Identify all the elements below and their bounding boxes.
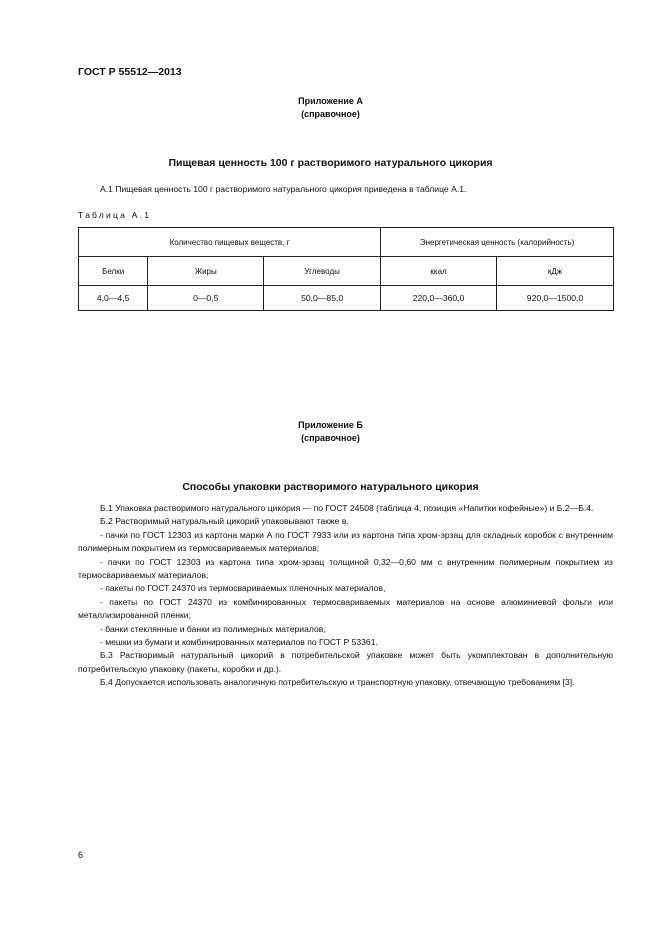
cell-protein: 4,0—4,5 bbox=[79, 286, 148, 311]
paragraph: Б.1 Упаковка растворимого натурального цикория — по ГОСТ 24508 (таблица 4, позиция «Напитки кофейные») и Б.2—Б.4. bbox=[100, 503, 594, 513]
paragraph: Б.2 Растворимый натуральный цикорий упаковывают также в. bbox=[100, 516, 349, 527]
nutrition-table bbox=[78, 227, 614, 311]
appendix-b-label: Приложение Б bbox=[298, 420, 363, 430]
table-group-header-row bbox=[79, 228, 614, 257]
col-kcal: ккал bbox=[381, 257, 497, 286]
appendix-b-body bbox=[78, 502, 613, 690]
cell-kcal: 220,0—360,0 bbox=[381, 286, 497, 311]
intro-paragraph: А.1 Пищевая ценность 100 г растворимого натурального цикория приведена в таблице А.1. bbox=[100, 184, 467, 194]
cell-fat: 0—0,5 bbox=[148, 286, 264, 311]
list-item: - пачки по ГОСТ 12303 из картона марки А по ГОСТ 7933 или из картона типа хром-эрзац для складных коробок с внутренним полимерным покрытием из термосвариваемых материалов; bbox=[78, 529, 613, 554]
col-fat: Жиры bbox=[148, 257, 264, 286]
table-row bbox=[79, 286, 614, 311]
list-item: - пакеты по ГОСТ 24370 из комбинированных термосвариваемых материалов на основе алюминиевой фольги или металлизированной пленки; bbox=[78, 596, 613, 621]
appendix-a-intro bbox=[78, 183, 613, 196]
col-carbs: Углеводы bbox=[264, 257, 381, 286]
list-item: - пакеты по ГОСТ 24370 из термосвариваемых пленочных материалов, bbox=[100, 583, 386, 594]
appendix-b-note: (справочное) bbox=[301, 433, 360, 443]
header-energy: Энергетическая ценность (калорийность) bbox=[381, 228, 614, 257]
page-number: 6 bbox=[78, 850, 84, 860]
paragraph: Б.3 Растворимый натуральный цикорий в потребительской упаковке может быть укомплектован в дополнительную потребительскую упаковку (пакеты, коробки и др.). bbox=[78, 650, 613, 674]
cell-kj: 920,0—1500,0 bbox=[496, 286, 613, 311]
list-item: - банки стеклянные и банки из полимерных материалов, bbox=[100, 623, 326, 634]
list-item: - мешки из бумаги и комбинированных материалов по ГОСТ Р 53361. bbox=[100, 637, 378, 648]
table-column-header-row bbox=[79, 257, 614, 286]
appendix-a-note: (справочное) bbox=[301, 109, 360, 119]
appendix-b-title: Способы упаковки растворимого натурального цикория bbox=[182, 481, 479, 493]
appendix-a-label: Приложение А bbox=[298, 96, 363, 106]
cell-carbs: 50,0—85,0 bbox=[264, 286, 381, 311]
col-kj: кДж bbox=[496, 257, 613, 286]
paragraph: Б.4 Допускается использовать аналогичную потребительскую и транспортную упаковку, отвечающую требованиям [3]. bbox=[100, 677, 575, 688]
header-nutrients: Количество пищевых веществ, г bbox=[79, 228, 381, 257]
table-caption: Таблица А.1 bbox=[78, 210, 152, 220]
col-protein: Белки bbox=[79, 257, 148, 286]
document-id: ГОСТ Р 55512—2013 bbox=[78, 66, 182, 78]
list-item: - пачки по ГОСТ 12303 из картона типа хром-эрзац толщиной 0,32—0,60 мм с внутренним полимерным покрытием из термосвариваемых материалов; bbox=[78, 556, 613, 581]
appendix-a-title: Пищевая ценность 100 г растворимого натурального цикория bbox=[168, 157, 493, 169]
